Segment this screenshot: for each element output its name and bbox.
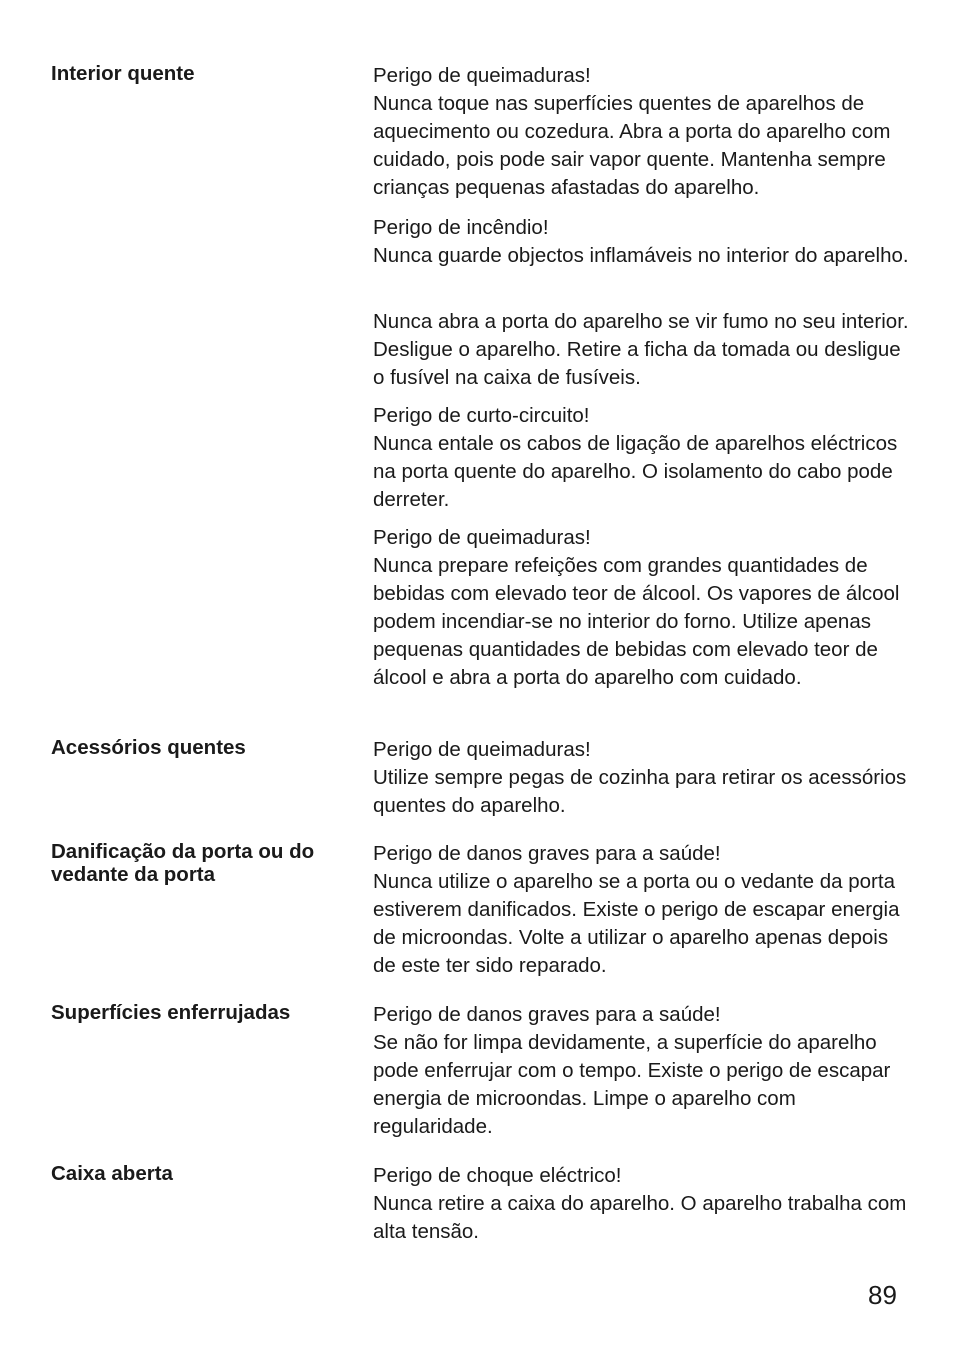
warning-paragraph: [373, 736, 913, 820]
warning-text: Nunca utilize o aparelho se a porta ou o vedante da porta estiverem danificados. Existe o perigo de escapar energia de microondas. Volte a utilizar o aparelho apenas depois de este ter sido reparado.: [373, 870, 900, 977]
warning-text: Nunca guarde objectos inflamáveis no interior do aparelho.: [373, 244, 909, 267]
section-label: Acessórios quentes: [51, 736, 246, 759]
warning-paragraph: [373, 308, 913, 392]
warning-heading: Perigo de choque eléctrico!: [373, 1164, 622, 1187]
warning-text: Utilize sempre pegas de cozinha para retirar os acessórios quentes do aparelho.: [373, 766, 907, 817]
warning-paragraph: [373, 1162, 913, 1246]
warning-paragraph: [373, 840, 913, 980]
warning-paragraph: [373, 402, 913, 514]
section-label: Danificação da porta ou do vedante da porta: [51, 840, 315, 886]
warning-paragraph: [373, 1001, 913, 1141]
warning-heading: Perigo de danos graves para a saúde!: [373, 842, 721, 865]
section-label: Caixa aberta: [51, 1162, 173, 1185]
warning-text: Nunca abra a porta do aparelho se vir fumo no seu interior. Desligue o aparelho. Retire a ficha da tomada ou desligue o fusível na caixa de fusíveis.: [373, 310, 909, 389]
warning-heading: Perigo de incêndio!: [373, 216, 549, 239]
warning-paragraph: [373, 524, 913, 692]
warning-heading: Perigo de queimaduras!: [373, 738, 591, 761]
warning-text: Se não for limpa devidamente, a superfície do aparelho pode enferrujar com o tempo. Existe o perigo de escapar energia de microondas. Limpe o aparelho com regularidade.: [373, 1031, 891, 1138]
warning-text: Nunca toque nas superfícies quentes de aparelhos de aquecimento ou cozedura. Abra a porta do aparelho com cuidado, pois pode sair vapor quente. Mantenha sempre crianças pequenas afastadas do aparelho.: [373, 92, 891, 199]
warning-heading: Perigo de curto-circuito!: [373, 404, 590, 427]
warning-text: Nunca retire a caixa do aparelho. O aparelho trabalha com alta tensão.: [373, 1192, 907, 1243]
section-label: Superfícies enferrujadas: [51, 1001, 291, 1024]
warning-paragraph: [373, 214, 909, 270]
warning-heading: Perigo de queimaduras!: [373, 64, 591, 87]
warning-text: Nunca prepare refeições com grandes quantidades de bebidas com elevado teor de álcool. Os vapores de álcool podem incendiar-se no interior do forno. Utilize apenas pequenas quantidades de bebidas com elevado teor de álcool e abra a porta do aparelho com cuidado.: [373, 554, 900, 689]
section-label: Interior quente: [51, 62, 195, 85]
warning-paragraph: [373, 62, 913, 202]
page-number: 89: [868, 1280, 897, 1310]
warning-heading: Perigo de danos graves para a saúde!: [373, 1003, 721, 1026]
warning-heading: Perigo de queimaduras!: [373, 526, 591, 549]
warning-text: Nunca entale os cabos de ligação de aparelhos eléctricos na porta quente do aparelho. O isolamento do cabo pode derreter.: [373, 432, 898, 511]
